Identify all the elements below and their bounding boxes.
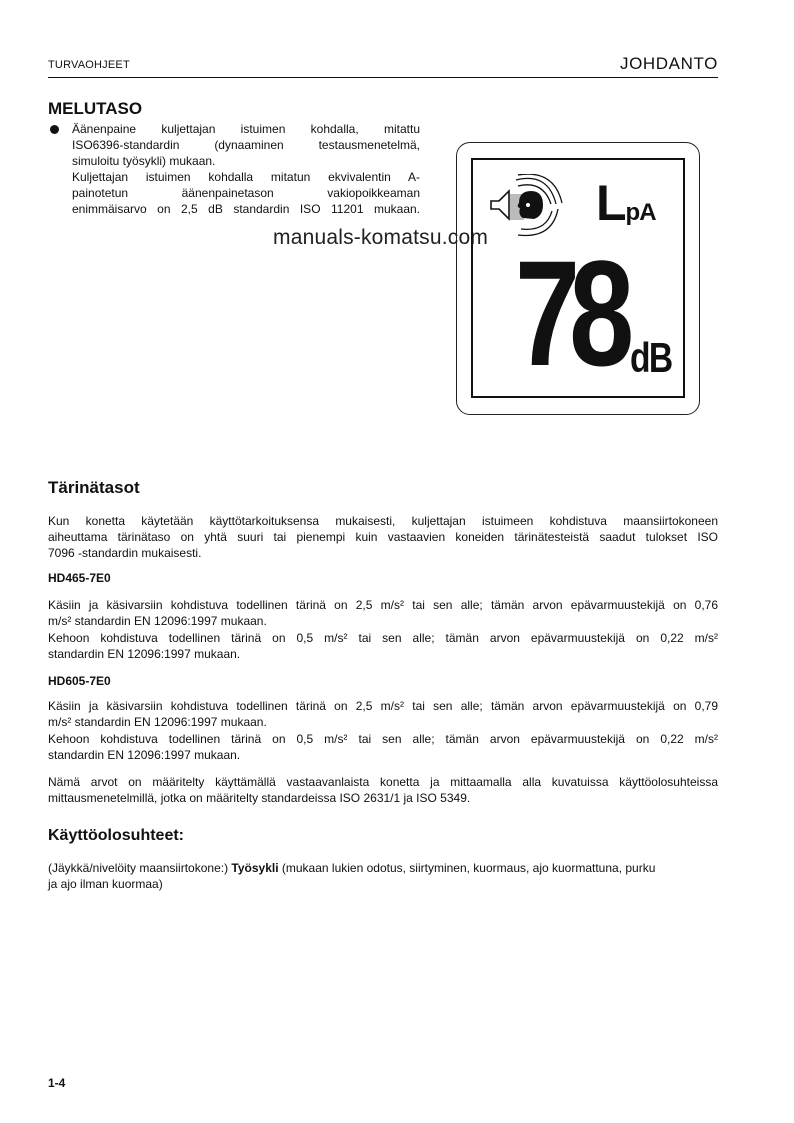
melutaso-heading: MELUTASO	[48, 99, 143, 118]
noise-value: 78	[515, 229, 624, 397]
text-line: standardin EN 12096:1997 mukaan.	[48, 647, 241, 661]
text-line: mittausmenetelmillä, jotka on määritelty standardeissa ISO 2631/1 ja ISO 5349.	[48, 791, 471, 805]
section-label: TURVAOHJEET	[48, 59, 130, 71]
text-line: standardin EN 12096:1997 mukaan.	[48, 748, 241, 762]
text-line: Kehoon kohdistuva todellinen tärinä on 0,5 m/s² tai sen alle; tämän arvon epävarmuustekijä on 0,22 m/s²	[48, 732, 718, 746]
bullet-icon	[50, 125, 59, 134]
kaytto-bold: Työsykli	[231, 861, 279, 875]
kaytto-pre: (Jäykkä/nivelöity maansiirtokone:)	[48, 861, 232, 875]
kaytto-heading: Käyttöolosuhteet:	[48, 827, 184, 844]
text-line: Äänenpaine kuljettajan istuimen kohdalla, mitattu	[72, 122, 420, 136]
text-line: Kun konetta käytetään käyttötarkoituksensa mukaisesti, kuljettajan istuimeen kohdistuva maansiirtokoneen	[48, 514, 718, 528]
chapter-title: JOHDANTO	[620, 54, 718, 73]
kaytto-text-line2: ja ajo ilman kuormaa)	[48, 877, 163, 891]
header-divider	[48, 77, 718, 78]
text-line: Nämä arvot on määritelty käyttämällä vastaavanlaista konetta ja mittaamalla alla kuvatuissa käyttöolosuhteissa	[48, 775, 718, 789]
text-line: m/s² standardin EN 12096:1997 mukaan.	[48, 614, 267, 628]
text-line: enimmäisarvo on 2,5 dB standardin ISO 11201 mukaan.	[72, 202, 420, 216]
text-line: m/s² standardin EN 12096:1997 mukaan.	[48, 715, 267, 729]
text-line: 7096 -standardin mukaisesti.	[48, 546, 202, 560]
kaytto-text	[48, 861, 655, 875]
page-number: 1-4	[48, 1076, 66, 1090]
kaytto-post: (mukaan lukien odotus, siirtyminen, kuormaus, ajo kuormattuna, purku	[278, 861, 656, 875]
tarinatasot-heading: Tärinätasot	[48, 478, 140, 497]
text-line: Kehoon kohdistuva todellinen tärinä on 0,5 m/s² tai sen alle; tämän arvon epävarmuustekijä on 0,22 m/s²	[48, 631, 718, 645]
model-heading: HD465-7E0	[48, 571, 111, 585]
text-line: ISO6396-standardin (dynaaminen testausmenetelmä,	[72, 138, 420, 152]
text-line: simuloitu työsykli) mukaan.	[72, 154, 216, 168]
watermark: manuals-komatsu.com	[273, 226, 489, 249]
text-line: painotetun äänenpainetason vakiopoikkeaman	[72, 186, 420, 200]
model-heading: HD605-7E0	[48, 674, 111, 688]
lpa-subscript: pA	[625, 199, 656, 226]
text-line: aiheuttama tärinätaso on yhtä suuri tai pienempi kuin vastaavien koneiden tärinätesteistä saadut tulokset ISO	[48, 530, 718, 544]
text-line: Käsiin ja käsivarsiin kohdistuva todellinen tärinä on 2,5 m/s² tai sen alle; tämän arvon epävarmuustekijä on 0,79	[48, 699, 718, 713]
text-line: Käsiin ja käsivarsiin kohdistuva todellinen tärinä on 2,5 m/s² tai sen alle; tämän arvon epävarmuustekijä on 0,76	[48, 598, 718, 612]
noise-unit: dB	[630, 334, 672, 381]
text-line: Kuljettajan istuimen kohdalla mitatun ekvivalentin A-	[72, 170, 420, 184]
lpa-letter: L	[596, 175, 626, 231]
